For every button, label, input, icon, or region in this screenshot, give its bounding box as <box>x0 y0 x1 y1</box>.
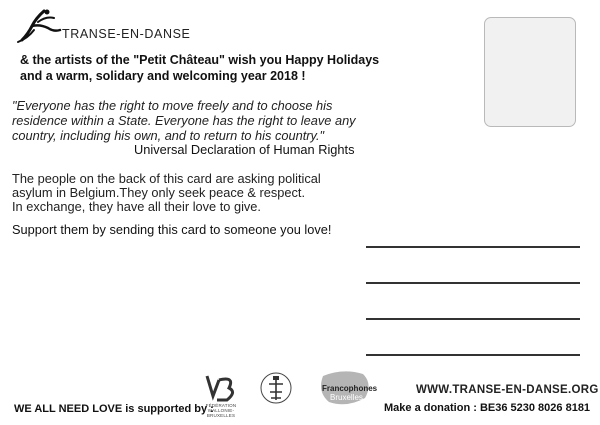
francophones-text: Francophones <box>322 384 378 393</box>
support-call: Support them by sending this card to someone you love! <box>12 222 332 237</box>
address-line-2 <box>366 282 580 284</box>
fwb-label: FÉDÉRATION WALLONIE-BRUXELLES <box>205 403 237 418</box>
human-rights-quote: "Everyone has the right to move freely and to choose his residence within a State. Everyone has the right to leave any country, including his own, and to return to his country." <box>12 98 356 143</box>
dancer-logo-icon <box>14 8 62 46</box>
address-line-4 <box>366 354 580 356</box>
greeting <box>20 52 450 84</box>
brussels-city-logo-icon <box>258 370 294 410</box>
address-line-3 <box>366 318 580 320</box>
greeting-line-1: & the artists of the "Petit Château" wish you Happy Holidays <box>20 53 380 67</box>
appeal-paragraph <box>12 172 367 214</box>
stamp-box <box>484 17 576 127</box>
appeal-line-1: The people on the back of this card are asking political <box>12 171 321 186</box>
donation-info: Make a donation : BE36 5230 8026 8181 <box>384 402 591 414</box>
bruxelles-text: Bruxelles <box>330 393 363 402</box>
quote-source: Universal Declaration of Human Rights <box>134 142 355 157</box>
website-link[interactable]: WWW.TRANSE-EN-DANSE.ORG <box>416 384 599 396</box>
appeal-line-2: asylum in Belgium.They only seek peace & respect. <box>12 185 306 200</box>
appeal-line-3: In exchange, they have all their love to give. <box>12 199 261 214</box>
address-line-1 <box>366 246 580 248</box>
supported-by-text: WE ALL NEED LOVE is supported by : <box>14 403 214 415</box>
brand-name: TRANSE-EN-DANSE <box>62 27 191 41</box>
greeting-line-2: and a warm, solidary and welcoming year 2018 ! <box>20 69 306 83</box>
